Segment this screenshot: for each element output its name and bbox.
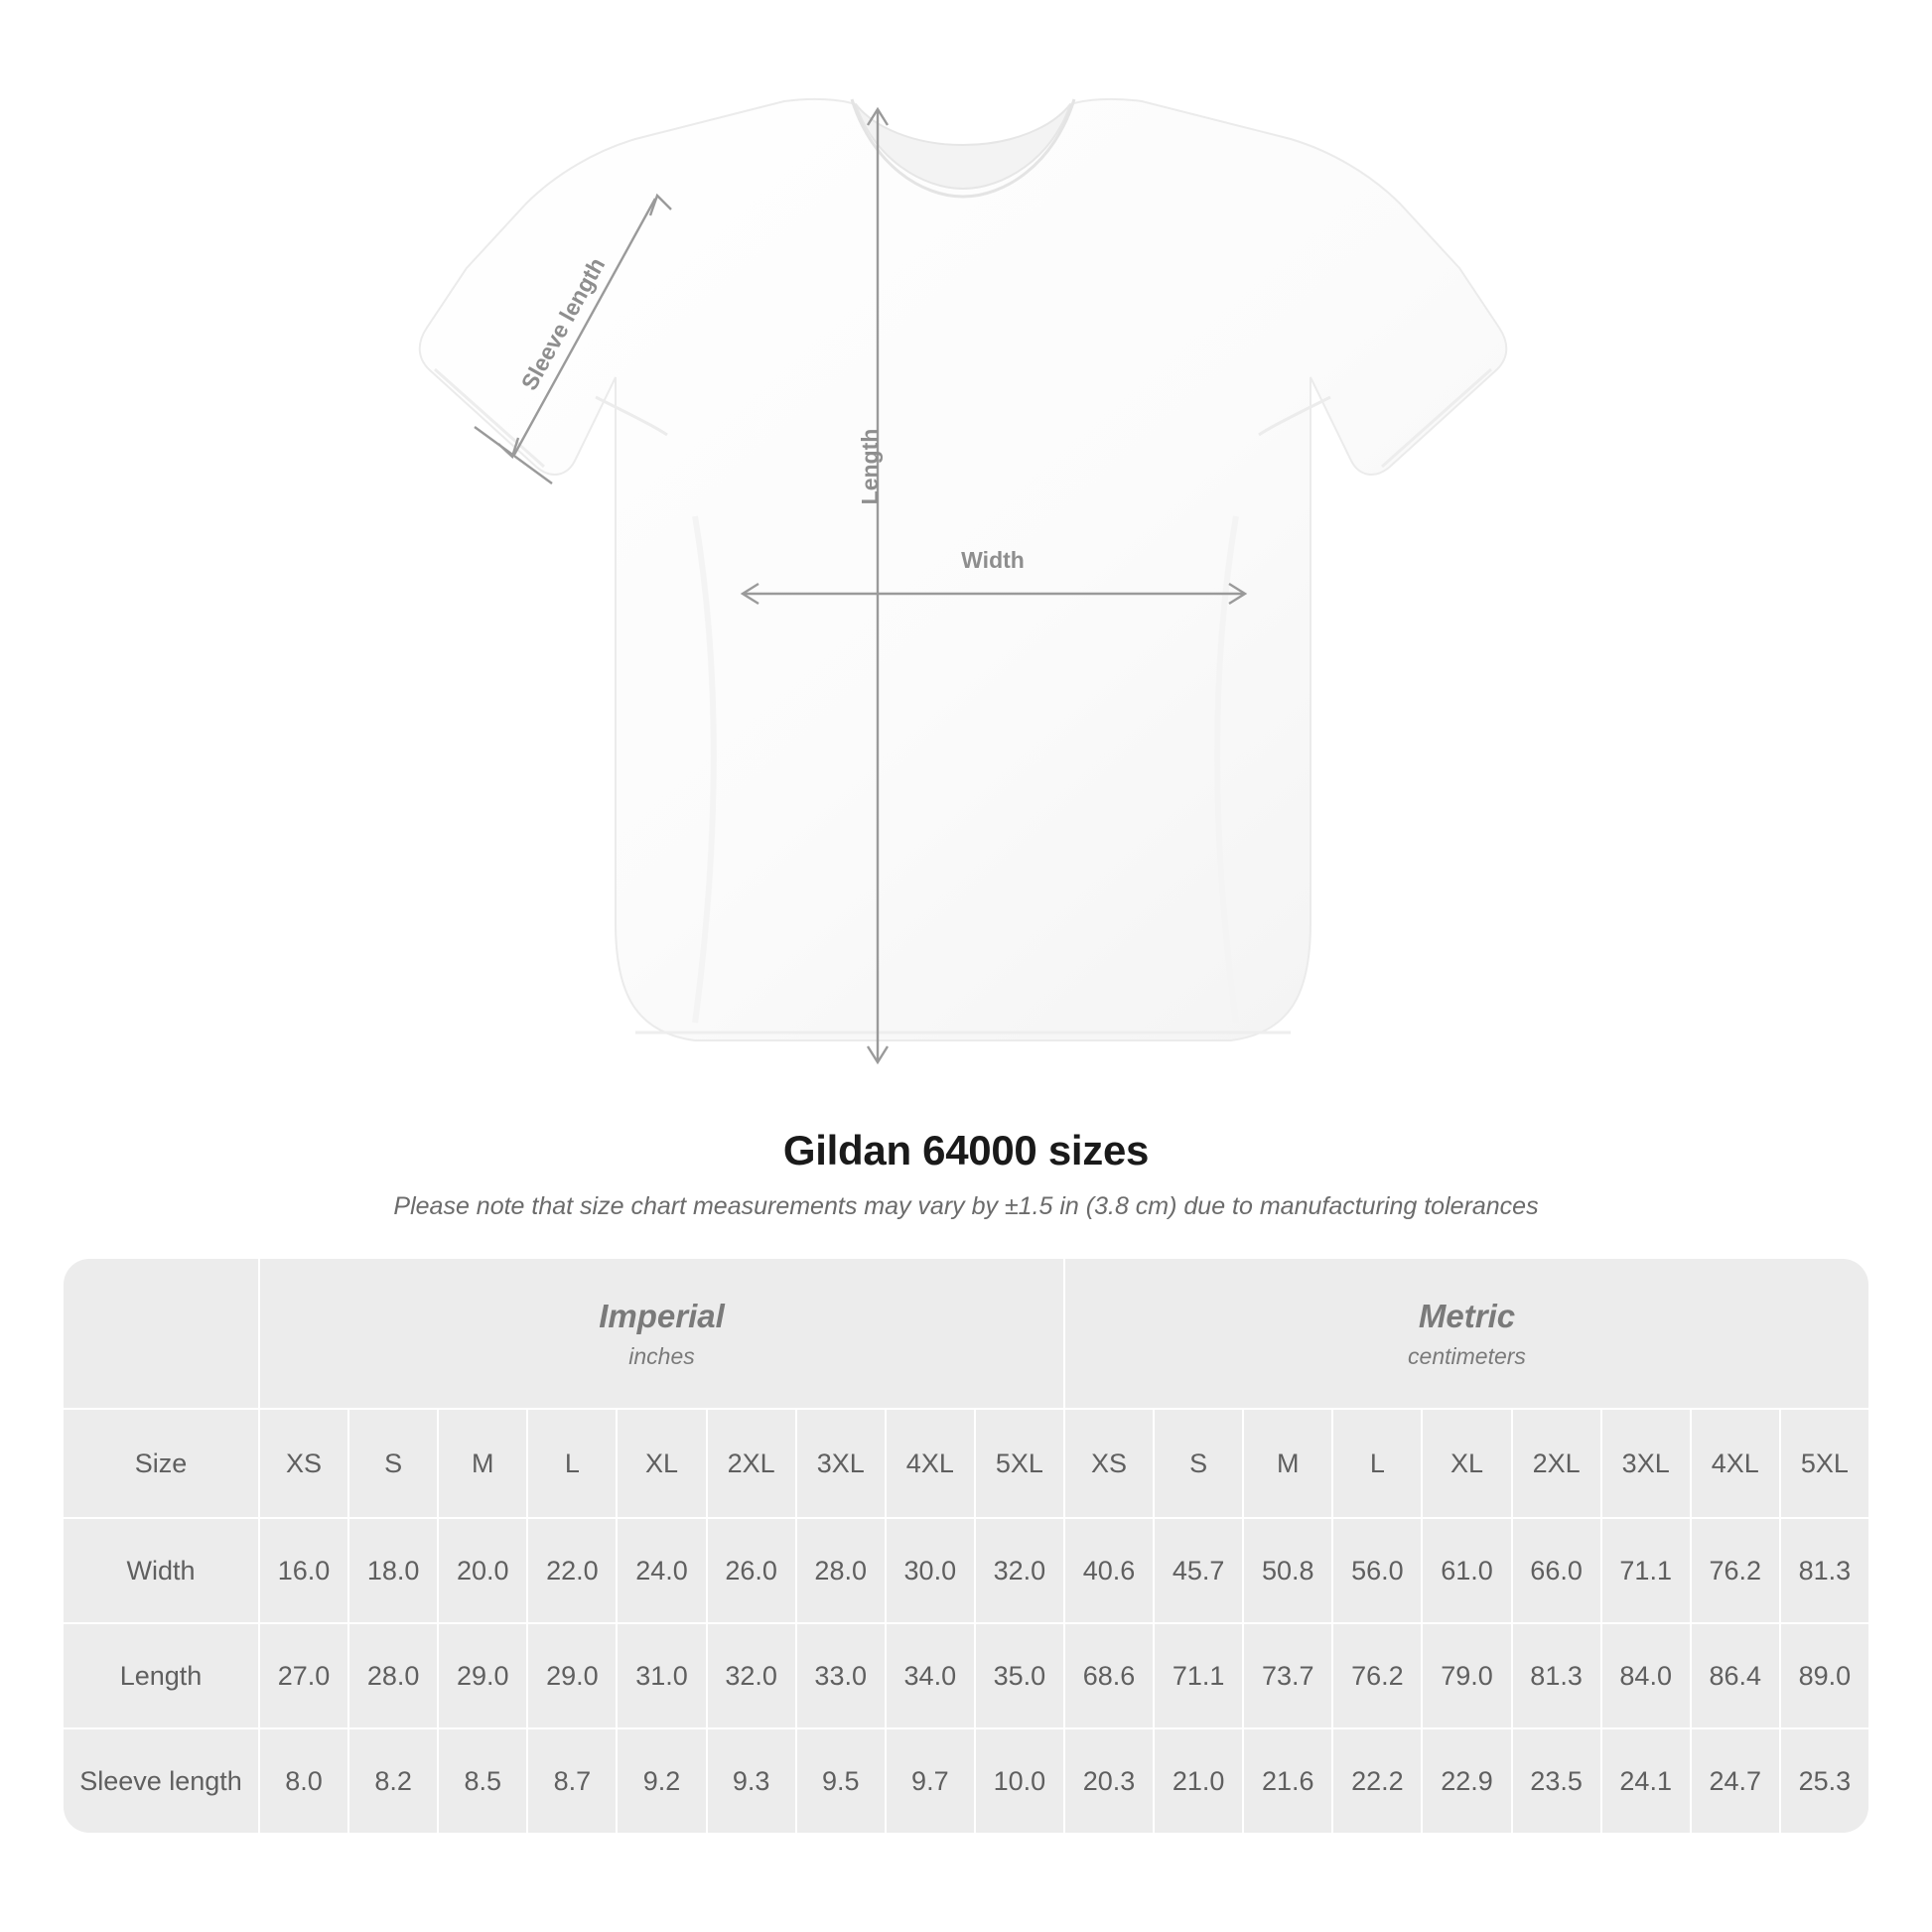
size-header-cell: 5XL <box>976 1410 1063 1517</box>
measurement-cell: 28.0 <box>349 1624 437 1727</box>
measurement-cell: 81.3 <box>1781 1519 1868 1622</box>
measurement-cell: 30.0 <box>887 1519 974 1622</box>
size-header-cell: 2XL <box>708 1410 795 1517</box>
size-header-cell: M <box>439 1410 526 1517</box>
measurement-cell: 32.0 <box>976 1519 1063 1622</box>
measurement-cell: 9.2 <box>618 1729 705 1833</box>
length-label: Length <box>857 428 883 505</box>
measurement-cell: 28.0 <box>797 1519 885 1622</box>
measurement-cell: 26.0 <box>708 1519 795 1622</box>
measurement-cell: 29.0 <box>439 1624 526 1727</box>
measurement-cell: 24.7 <box>1692 1729 1779 1833</box>
measurement-cell: 56.0 <box>1333 1519 1421 1622</box>
measurement-cell: 79.0 <box>1423 1624 1510 1727</box>
unit-subtitle: centimeters <box>1408 1343 1526 1370</box>
measurement-cell: 10.0 <box>976 1729 1063 1833</box>
measurement-cell: 32.0 <box>708 1624 795 1727</box>
size-header-cell: XL <box>618 1410 705 1517</box>
size-header-cell: XS <box>1065 1410 1153 1517</box>
size-header-cell: 2XL <box>1513 1410 1600 1517</box>
unit-subtitle: inches <box>628 1343 695 1370</box>
measurement-cell: 29.0 <box>528 1624 616 1727</box>
measurement-cell: 24.1 <box>1602 1729 1690 1833</box>
table-corner-cell <box>64 1259 258 1408</box>
measurement-cell: 76.2 <box>1692 1519 1779 1622</box>
measurement-cell: 20.0 <box>439 1519 526 1622</box>
size-table <box>62 1257 1870 1835</box>
size-label-cell: Size <box>64 1410 258 1517</box>
unit-header-imperial <box>260 1259 1063 1408</box>
measurement-cell: 21.0 <box>1155 1729 1242 1833</box>
size-header-cell: M <box>1244 1410 1331 1517</box>
measurement-cell: 8.5 <box>439 1729 526 1833</box>
measurement-cell: 9.7 <box>887 1729 974 1833</box>
measurement-cell: 84.0 <box>1602 1624 1690 1727</box>
tolerance-note: Please note that size chart measurements may vary by ±1.5 in (3.8 cm) due to manufacturing tolerances <box>393 1192 1539 1220</box>
measurement-cell: 33.0 <box>797 1624 885 1727</box>
measurement-cell: 71.1 <box>1155 1624 1242 1727</box>
measurement-cell: 31.0 <box>618 1624 705 1727</box>
measurement-cell: 8.0 <box>260 1729 347 1833</box>
measurement-cell: 68.6 <box>1065 1624 1153 1727</box>
title-block <box>0 1127 1932 1221</box>
measurement-cell: 86.4 <box>1692 1624 1779 1727</box>
table-row <box>64 1729 1868 1833</box>
size-header-cell: 3XL <box>1602 1410 1690 1517</box>
measurement-cell: 16.0 <box>260 1519 347 1622</box>
row-label-width: Width <box>64 1519 258 1622</box>
measurement-cell: 61.0 <box>1423 1519 1510 1622</box>
table-row <box>64 1519 1868 1622</box>
size-header-cell: 5XL <box>1781 1410 1868 1517</box>
size-header-cell: L <box>1333 1410 1421 1517</box>
measurement-cell: 20.3 <box>1065 1729 1153 1833</box>
table-row <box>64 1624 1868 1727</box>
measurement-cell: 71.1 <box>1602 1519 1690 1622</box>
row-label-sleeve-length: Sleeve length <box>64 1729 258 1833</box>
row-label-length: Length <box>64 1624 258 1727</box>
measurement-cell: 27.0 <box>260 1624 347 1727</box>
size-table-wrapper <box>62 1257 1870 1835</box>
measurement-cell: 24.0 <box>618 1519 705 1622</box>
measurement-cell: 9.3 <box>708 1729 795 1833</box>
size-header-cell: L <box>528 1410 616 1517</box>
measurement-cell: 25.3 <box>1781 1729 1868 1833</box>
size-header-cell: 4XL <box>1692 1410 1779 1517</box>
measurement-cell: 8.7 <box>528 1729 616 1833</box>
measurement-cell: 35.0 <box>976 1624 1063 1727</box>
measurement-cell: 76.2 <box>1333 1624 1421 1727</box>
measurement-cell: 23.5 <box>1513 1729 1600 1833</box>
size-header-cell: XL <box>1423 1410 1510 1517</box>
measurement-cell: 9.5 <box>797 1729 885 1833</box>
size-header-cell: S <box>1155 1410 1242 1517</box>
size-header-cell: XS <box>260 1410 347 1517</box>
measurement-cell: 22.0 <box>528 1519 616 1622</box>
measurement-cell: 22.2 <box>1333 1729 1421 1833</box>
page-title: Gildan 64000 sizes <box>782 1127 1150 1173</box>
measurement-cell: 81.3 <box>1513 1624 1600 1727</box>
measurement-cell: 40.6 <box>1065 1519 1153 1622</box>
sleeve-length-label: Sleeve length <box>515 252 611 395</box>
size-header-cell: S <box>349 1410 437 1517</box>
measurement-cell: 89.0 <box>1781 1624 1868 1727</box>
unit-header-metric <box>1065 1259 1868 1408</box>
measurement-cell: 18.0 <box>349 1519 437 1622</box>
unit-header-row <box>64 1259 1868 1408</box>
measurement-cell: 45.7 <box>1155 1519 1242 1622</box>
unit-name: Imperial <box>599 1297 725 1334</box>
measurement-cell: 21.6 <box>1244 1729 1331 1833</box>
measurement-cell: 22.9 <box>1423 1729 1510 1833</box>
width-label: Width <box>961 547 1025 573</box>
measurement-cell: 50.8 <box>1244 1519 1331 1622</box>
measurement-cell: 73.7 <box>1244 1624 1331 1727</box>
measurement-cell: 66.0 <box>1513 1519 1600 1622</box>
unit-name: Metric <box>1418 1297 1516 1334</box>
measurement-cell: 8.2 <box>349 1729 437 1833</box>
size-header-cell: 3XL <box>797 1410 885 1517</box>
size-header-row <box>64 1410 1868 1517</box>
measurement-cell: 34.0 <box>887 1624 974 1727</box>
size-header-cell: 4XL <box>887 1410 974 1517</box>
